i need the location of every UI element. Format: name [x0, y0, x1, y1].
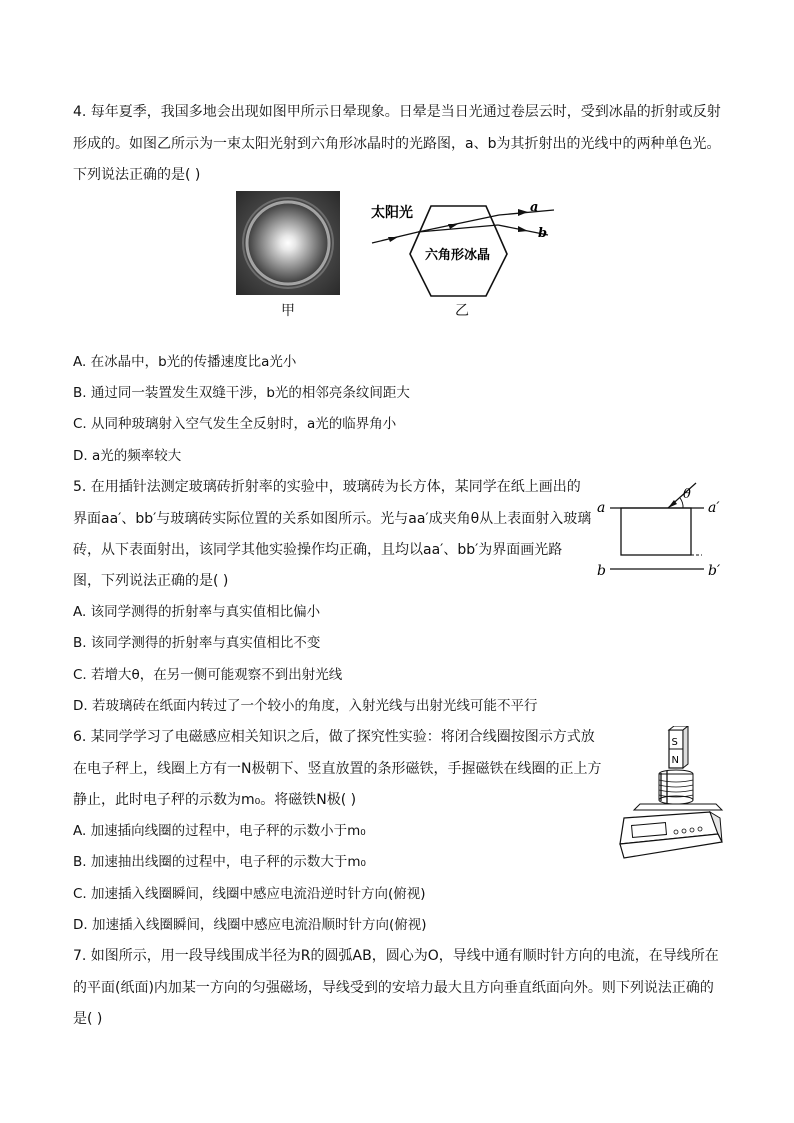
q4-option-a: A. 在冰晶中，b光的传播速度比a光小 — [73, 354, 297, 370]
q6-stem-line1: 6. 某同学学习了电磁感应相关知识之后，做了探究性实验：将闭合线圈按图示方式放 — [73, 729, 595, 745]
q5-stem-line2: 界面aa′、bb′与玻璃砖实际位置的关系如图所示。光与aa′成夹角θ从上表面射入玻璃 — [73, 511, 592, 527]
q6-option-a: A. 加速插向线圈的过程中，电子秤的示数小于m₀ — [73, 823, 366, 839]
label-b-prime: b′ — [708, 563, 721, 579]
q5-stem-line1: 5. 在用插针法测定玻璃砖折射率的实验中，玻璃砖为长方体，某同学在纸上画出的 — [73, 479, 581, 495]
q6-option-d: D. 加速插入线圈瞬间，线圈中感应电流沿顺时针方向(俯视) — [73, 917, 427, 933]
q6-option-b: B. 加速抽出线圈的过程中，电子秤的示数大于m₀ — [73, 854, 366, 870]
q6-stem-line2: 在电子秤上，线圈上方有一N极朝下、竖直放置的条形磁铁，手握磁铁在线圈的正上方 — [73, 761, 602, 777]
q7-stem-line3: 是( ) — [73, 1011, 103, 1027]
label-b: b — [597, 563, 606, 579]
label-theta: θ — [683, 487, 691, 502]
q4-stem-line2: 形成的。如图乙所示为一束太阳光射到六角形冰晶时的光路图，a、b为其折射出的光线中的两种单色光。 — [73, 136, 721, 152]
q5-stem-line3: 砖，从下表面射出，该同学其他实验操作均正确，且均以aa′、bb′为界面画光路 — [73, 542, 563, 558]
ray-a-label: a — [530, 200, 539, 215]
q4-option-c: C. 从同种玻璃射入空气发生全反射时，a光的临界角小 — [73, 416, 397, 432]
fig-yi-caption: 乙 — [455, 303, 469, 319]
magnet-n-label: N — [671, 755, 679, 766]
magnet-s-label: S — [671, 737, 678, 748]
q7-stem-line1: 7. 如图所示，用一段导线围成半径为R的圆弧AB，圆心为O，导线中通有顺时针方向的电流，在导线所在 — [73, 948, 719, 964]
sunlight-label: 太阳光 — [371, 205, 413, 221]
fig-jia-caption: 甲 — [281, 303, 295, 319]
q4-option-d: D. a光的频率较大 — [73, 448, 182, 464]
q5-option-b: B. 该同学测得的折射率与真实值相比不变 — [73, 635, 321, 651]
q6-stem-line3: 静止，此时电子秤的示数为m₀。将磁铁N极( ) — [73, 792, 357, 808]
q7-stem-line2: 的平面(纸面)内加某一方向的匀强磁场，导线受到的安培力最大且方向垂直纸面向外。则下列说法正确的 — [73, 980, 714, 996]
hexagon-ray-diagram — [368, 188, 558, 300]
q4-stem-line1: 4. 每年夏季，我国多地会出现如图甲所示日晕现象。日晕是当日光通过卷层云时，受到冰晶的折射或反射 — [73, 104, 721, 120]
crystal-label: 六角形冰晶 — [425, 248, 491, 263]
magnet-scale-diagram — [610, 726, 725, 866]
q5-option-a: A. 该同学测得的折射率与真实值相比偏小 — [73, 604, 321, 620]
q5-option-d: D. 若玻璃砖在纸面内转过了一个较小的角度，入射光线与出射光线可能不平行 — [73, 698, 538, 714]
ray-b-label: b — [538, 226, 548, 241]
q4-stem-line3: 下列说法正确的是( ) — [73, 167, 201, 183]
q5-option-c: C. 若增大θ，在另一侧可能观察不到出射光线 — [73, 667, 343, 683]
label-a-prime: a′ — [708, 500, 720, 516]
q4-option-b: B. 通过同一装置发生双缝干涉，b光的相邻亮条纹间距大 — [73, 385, 410, 401]
q5-stem-line4: 图，下列说法正确的是( ) — [73, 573, 229, 589]
glass-block-diagram — [594, 476, 729, 582]
q6-option-c: C. 加速插入线圈瞬间，线圈中感应电流沿逆时针方向(俯视) — [73, 886, 426, 902]
label-a: a — [597, 500, 606, 516]
halo-photo — [236, 191, 340, 295]
